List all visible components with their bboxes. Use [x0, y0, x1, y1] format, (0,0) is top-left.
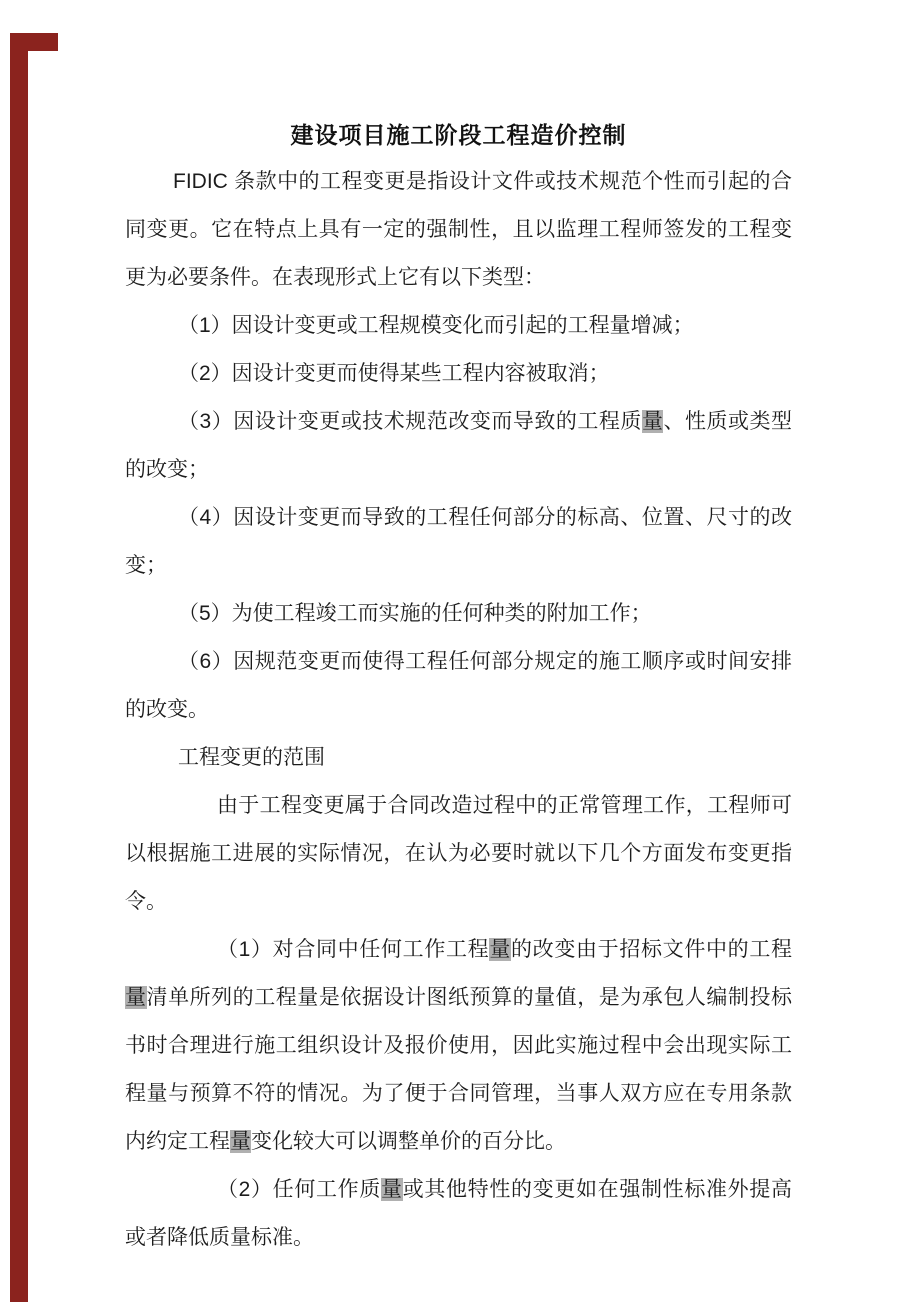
text-segment: （3）因设计变更或技术规范改变而导致的工程质 [178, 410, 642, 433]
paragraph [125, 926, 792, 1166]
text-segment: 清单所列的工程量是依据设计图纸预算的量值，是为承包人编制投标书时合理进行施工组织设计及报价使用，因此实施过程中会出现实际工程量与预算不符的情况。为了便于合同管理，当事人双方应在专用条款内约定工程 [125, 986, 793, 1153]
paragraph [125, 158, 792, 302]
paragraph [125, 638, 792, 734]
document-content [125, 112, 792, 1262]
text-segment: （1）因设计变更或工程规模变化而引起的工程量增减； [178, 314, 694, 337]
paragraph [125, 1166, 792, 1262]
text-segment: （2）任何工作质 [217, 1178, 382, 1201]
document-title: 建设项目施工阶段工程造价控制 [290, 122, 627, 148]
paragraph [125, 398, 792, 494]
highlighted-char: 量 [641, 410, 664, 433]
page-corner-rule-vertical [10, 33, 28, 1302]
highlighted-char: 量 [489, 938, 512, 961]
text-segment: （2）因设计变更而使得某些工程内容被取消； [178, 362, 610, 385]
text-segment: （6）因规范变更而使得工程任何部分规定的施工顺序或时间安排的改变。 [125, 650, 792, 721]
text-segment: （4）因设计变更而导致的工程任何部分的标高、位置、尺寸的改变； [125, 506, 792, 577]
paragraph [125, 350, 792, 398]
text-segment: （1）对合同中任何工作工程 [217, 938, 490, 961]
highlighted-char: 量 [125, 986, 147, 1009]
text-segment: 或其他特性的变更如在强制性标准外提高或者降低质量标准。 [125, 1178, 793, 1249]
paragraph [125, 782, 792, 926]
page-corner-rule-horizontal [10, 33, 58, 51]
text-segment: 、性质或类型的改变； [125, 410, 793, 481]
paragraph [125, 590, 792, 638]
text-segment: 变化较大可以调整单价的百分比。 [251, 1130, 566, 1153]
text-segment: 的改变由于招标文件中的工程 [511, 938, 793, 961]
paragraph [125, 734, 792, 782]
highlighted-char: 量 [230, 1130, 251, 1153]
text-segment: FIDIC 条款中的工程变更是指设计文件或技术规范个性而引起的合同变更。它在特点上具有一定的强制性，且以监理工程师签发的工程变更为必要条件。在表现形式上它有以下类型： [125, 170, 792, 289]
text-segment: （5）为使工程竣工而实施的任何种类的附加工作； [178, 602, 652, 625]
paragraph [125, 302, 792, 350]
highlighted-char: 量 [381, 1178, 403, 1201]
document-body [125, 158, 792, 1262]
text-segment: 由于工程变更属于合同改造过程中的正常管理工作，工程师可以根据施工进展的实际情况，在认为必要时就以下几个方面发布变更指令。 [125, 794, 792, 913]
text-segment: 工程变更的范围 [178, 746, 325, 769]
paragraph [125, 494, 792, 590]
